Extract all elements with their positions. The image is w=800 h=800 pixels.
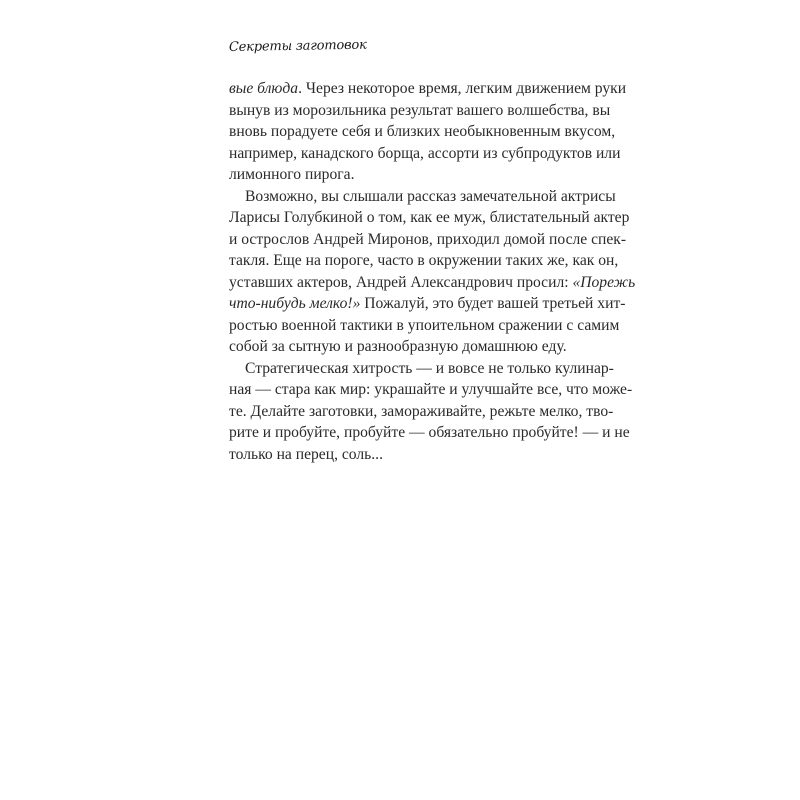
- text-line: лимонного пирога.: [229, 166, 355, 183]
- text-line: вновь порадуете себя и близких необыкновенным вкусом,: [229, 123, 616, 140]
- text-line: те. Делайте заготовки, замораживайте, режьте мелко, тво-: [229, 402, 614, 420]
- text-line: и острослов Андрей Миронов, приходил домой после спек-: [229, 230, 627, 248]
- text-line: вынув из морозильника результат вашего волшебства, вы: [229, 101, 611, 119]
- text-line: например, канадского борща, ассорти из субпродуктов или: [229, 144, 621, 162]
- body-text: [229, 78, 636, 465]
- text-line: ная — стара как мир: украшайте и улучшайте все, что може-: [229, 381, 633, 398]
- text-line: что-нибудь мелко!» Пожалуй, это будет вашей третьей хит-: [229, 295, 626, 312]
- text-line: только на перец, соль...: [229, 445, 383, 463]
- text-line: ростью военной тактики в упоительном сражении с самим: [229, 316, 620, 334]
- text-line: такля. Еще на пороге, часто в окружении таких же, как он,: [229, 252, 619, 269]
- paragraph: [229, 78, 627, 186]
- text-line: собой за сытную и разнообразную домашнюю еду.: [229, 338, 567, 355]
- paragraph: [229, 358, 633, 466]
- text-line: Стратегическая хитрость — и вовсе не только кулинар-: [245, 359, 614, 377]
- paragraph: [229, 186, 636, 358]
- text-line: вые блюда. Через некоторое время, легким движением руки: [229, 80, 627, 97]
- text-line: уставших актеров, Андрей Александрович просил: «Порежь: [229, 273, 636, 291]
- text-line: рите и пробуйте, пробуйте — обязательно пробуйте! — и не: [229, 424, 630, 441]
- running-head: Секреты заготовок: [228, 37, 367, 55]
- text-line: Возможно, вы слышали рассказ замечательной актрисы: [245, 187, 616, 205]
- text-line: Ларисы Голубкиной о том, как ее муж, блистательный актер: [229, 209, 630, 226]
